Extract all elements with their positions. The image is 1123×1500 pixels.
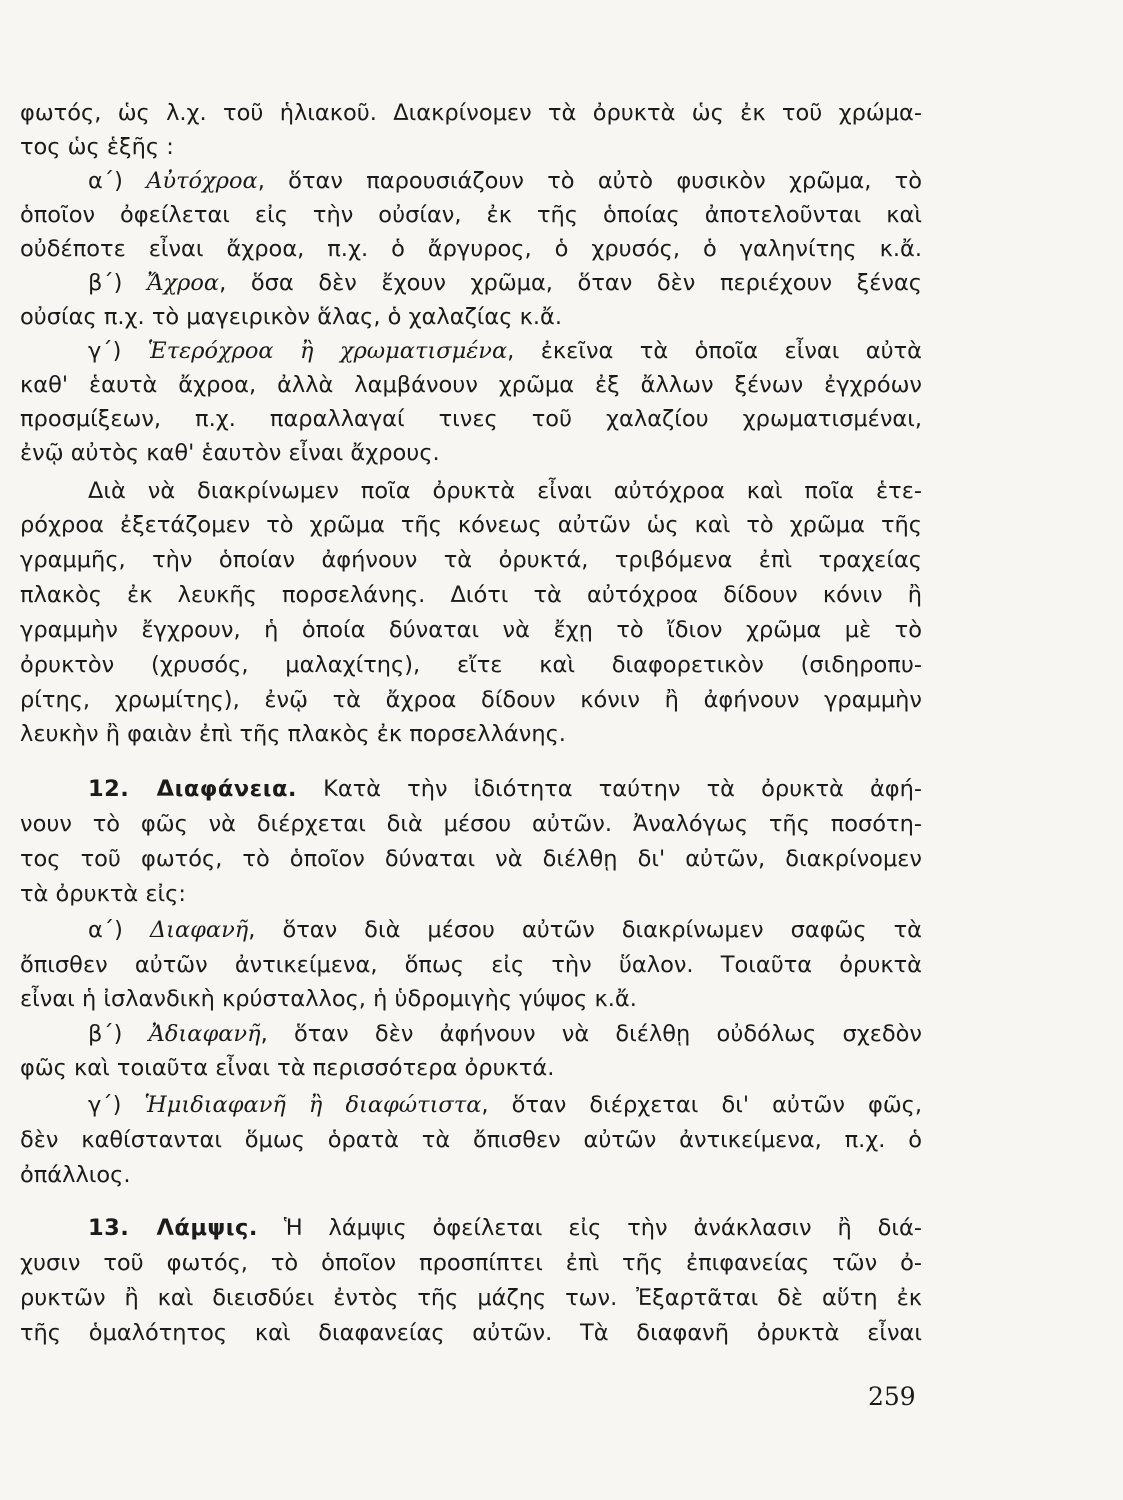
list-marker: β΄) xyxy=(88,270,123,296)
text-line: τος τοῦ φωτός, τὸ ὁποῖον δύναται νὰ διέλθῃ δι' αὐτῶν, διακρίνομεν xyxy=(20,846,922,872)
page-number: 259 xyxy=(868,1382,916,1411)
list-marker: γ΄) xyxy=(88,1092,122,1118)
text-line: λευκὴν ἢ φαιὰν ἐπὶ τῆς πλακὸς ἐκ πορσελλάνης. xyxy=(20,721,566,747)
list-item-diaphane: α΄) Διαφανῆ, ὅταν διὰ μέσου αὐτῶν διακρίνωμεν σαφῶς τὰ xyxy=(88,917,923,943)
term-adiaphane: Ἀδιαφανῆ xyxy=(148,1021,261,1047)
text-line: ἐνῷ αὐτὸς καθ' ἑαυτὸν εἶναι ἄχρους. xyxy=(20,440,440,466)
list-item-heterochroa: γ΄) Ἑτερόχροα ἢ χρωματισμένα, ἐκεῖνα τὰ ὁποῖα εἶναι αὐτὰ xyxy=(88,338,922,364)
text-line: νουν τὸ φῶς νὰ διέρχεται διὰ μέσου αὐτῶν. Ἀναλόγως τῆς ποσότη- xyxy=(20,811,922,837)
list-marker: γ΄) xyxy=(88,338,122,364)
text-line: ρόχροα ἐξετάζομεν τὸ χρῶμα τῆς κόνεως αὐτῶν ὡς καὶ τὸ χρῶμα τῆς xyxy=(20,512,922,538)
text-line: φωτός, ὡς λ.χ. τοῦ ἡλιακοῦ. Διακρίνομεν τὰ ὀρυκτὰ ὡς ἐκ τοῦ χρώμα- xyxy=(20,100,922,126)
text-line: τος ὡς ἑξῆς : xyxy=(20,134,174,160)
list-item-adiaphane: β΄) Ἀδιαφανῆ, ὅταν δὲν ἀφήνουν νὰ διέλθῃ οὐδόλως σχεδὸν xyxy=(88,1021,922,1047)
term-autochroa: Αὐτόχροα xyxy=(146,168,258,194)
text-line: δὲν καθίστανται ὅμως ὁρατὰ τὰ ὄπισθεν αὐτῶν ἀντικείμενα, π.χ. ὁ xyxy=(20,1127,922,1153)
text-line: γραμμὴν ἔγχρουν, ἡ ὁποία δύναται νὰ ἔχῃ τὸ ἴδιον χρῶμα μὲ τὸ xyxy=(20,617,922,643)
heading-diaphaneia: 12. Διαφάνεια. xyxy=(88,776,297,802)
section-13: 13. Λάμψις. Ἡ λάμψις ὀφείλεται εἰς τὴν ἀνάκλασιν ἢ διά- xyxy=(88,1215,922,1241)
heading-lampsis: 13. Λάμψις. xyxy=(88,1215,258,1241)
list-marker: α΄) xyxy=(88,168,123,194)
text-line: οὐσίας π.χ. τὸ μαγειρικὸν ἅλας, ὁ χαλαζίας κ.ἄ. xyxy=(20,304,563,330)
text-line: ὄπισθεν αὐτῶν ἀντικείμενα, ὅπως εἰς τὴν ὕαλον. Τοιαῦτα ὀρυκτὰ xyxy=(20,952,922,978)
list-item-hemidiaphane: γ΄) Ἡμιδιαφανῆ ἢ διαφώτιστα, ὅταν διέρχεται δι' αὐτῶν φῶς, xyxy=(88,1092,923,1118)
term-achroa: Ἄχροα xyxy=(147,270,220,296)
text-line: ρυκτῶν ἢ καὶ διεισδύει ἐντὸς τῆς μάζης των. Ἐξαρτᾶται δὲ αὕτη ἐκ xyxy=(20,1285,922,1311)
term-diaphane: Διαφανῆ xyxy=(149,917,249,943)
section-12: 12. Διαφάνεια. Κατὰ τὴν ἰδιότητα ταύτην τὰ ὀρυκτὰ ἀφή- xyxy=(88,776,922,802)
text-line: πλακὸς ἐκ λευκῆς πορσελάνης. Διότι τὰ αὐτόχροα δίδουν κόνιν ἢ xyxy=(20,582,922,608)
text-line: ὀρυκτὸν (χρυσός, μαλαχίτης), εἴτε καὶ διαφορετικὸν (σιδηροπυ- xyxy=(20,652,922,678)
text-line: φῶς καὶ τοιαῦτα εἶναι τὰ περισσότερα ὀρυκτά. xyxy=(20,1055,555,1081)
text-line: ὁποῖον ὀφείλεται εἰς τὴν οὐσίαν, ἐκ τῆς ὁποίας ἀποτελοῦνται καὶ xyxy=(20,202,922,228)
list-item-achroa: β΄) Ἄχροα, ὅσα δὲν ἔχουν χρῶμα, ὅταν δὲν περιέχουν ξένας xyxy=(88,270,922,296)
text-line: Διὰ νὰ διακρίνωμεν ποῖα ὀρυκτὰ εἶναι αὐτόχροα καὶ ποῖα ἑτε- xyxy=(88,478,922,504)
text-line: τὰ ὀρυκτὰ εἰς: xyxy=(20,881,186,907)
list-marker: α΄) xyxy=(88,917,123,943)
term-heterochroa: Ἑτερόχροα ἢ χρωματισμένα xyxy=(147,338,508,364)
term-hemidiaphane: Ἡμιδιαφανῆ ἢ διαφώτιστα xyxy=(144,1092,482,1118)
text-line: οὐδέποτε εἶναι ἄχροα, π.χ. ὁ ἄργυρος, ὁ χρυσός, ὁ γαληνίτης κ.ἄ. xyxy=(20,236,922,262)
text-line: ὀπάλλιος. xyxy=(20,1162,131,1188)
text-line: εἶναι ἡ ἰσλανδικὴ κρύσταλλος, ἡ ὑδρομιγὴς γύψος κ.ἄ. xyxy=(20,986,637,1012)
text-line: ρίτης, χρωμίτης), ἐνῷ τὰ ἄχροα δίδουν κόνιν ἢ ἀφήνουν γραμμὴν xyxy=(20,687,922,713)
text-line: προσμίξεων, π.χ. παραλλαγαί τινες τοῦ χαλαζίου χρωματισμέναι, xyxy=(20,406,922,432)
text-line: καθ' ἑαυτὰ ἄχροα, ἀλλὰ λαμβάνουν χρῶμα ἐξ ἄλλων ξένων ἐγχρόων xyxy=(20,372,922,398)
text-line: χυσιν τοῦ φωτός, τὸ ὁποῖον προσπίπτει ἐπὶ τῆς ἐπιφανείας τῶν ὀ- xyxy=(20,1250,922,1276)
text-line: γραμμῆς, τὴν ὁποίαν ἀφήνουν τὰ ὀρυκτά, τριβόμενα ἐπὶ τραχείας xyxy=(20,547,922,573)
list-item-autochroa: α΄) Αὐτόχροα, ὅταν παρουσιάζουν τὸ αὐτὸ φυσικὸν χρῶμα, τὸ xyxy=(88,168,922,194)
text-line: τῆς ὁμαλότητος καὶ διαφανείας αὐτῶν. Τὰ διαφανῆ ὀρυκτὰ εἶναι xyxy=(20,1320,922,1346)
list-marker: β΄) xyxy=(88,1021,123,1047)
